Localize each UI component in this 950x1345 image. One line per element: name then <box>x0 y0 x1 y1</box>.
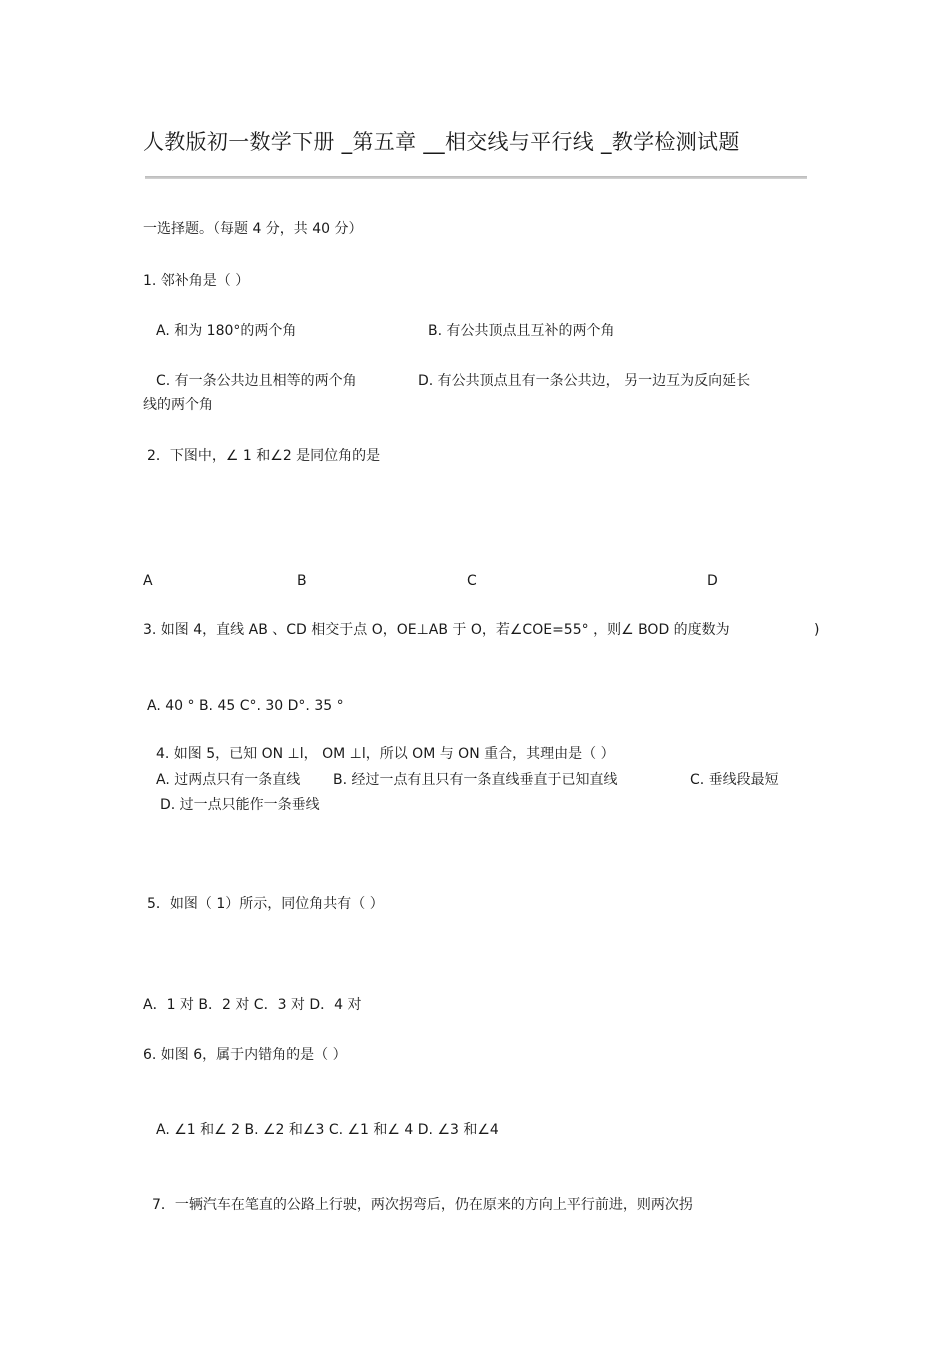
question-stem: 2．下图中，∠ 1 和∠2 是同位角的是 <box>147 448 381 464</box>
option-d: D. 过一点只能作一条垂线 <box>160 797 320 813</box>
option-a: A. 过两点只有一条直线 <box>156 772 301 788</box>
option-d-continued: 线的两个角 <box>143 397 213 413</box>
figure-label-b: B <box>297 573 307 589</box>
question-stem: 1. 邻补角是（ ） <box>143 273 250 289</box>
figure-label-c: C <box>467 573 477 589</box>
figure-label-d: D <box>707 573 718 589</box>
title-divider <box>145 176 807 179</box>
option-c: C. 垂线段最短 <box>690 772 779 788</box>
question-paren: ) <box>814 622 820 638</box>
option-b: B. 有公共顶点且互补的两个角 <box>428 323 615 339</box>
question-stem: 4. 如图 5，已知 ON ⊥l， OM ⊥l，所以 OM 与 ON 重合，其理由是（ ） <box>156 746 615 762</box>
answer-options: A. 40 ° B. 45 C°. 30 D°. 35 ° <box>147 698 344 714</box>
option-d: D. 有公共顶点且有一条公共边， 另一边互为反向延长 <box>418 373 751 389</box>
figure-label-a: A <box>143 573 153 589</box>
question-stem: 7．一辆汽车在笔直的公路上行驶，两次拐弯后，仍在原来的方向上平行前进，则两次拐 <box>152 1197 693 1213</box>
answer-options: A．1 对 B．2 对 C．3 对 D．4 对 <box>143 997 362 1013</box>
question-stem: 5．如图（ 1）所示，同位角共有（ ） <box>147 896 384 912</box>
option-a: A. 和为 180°的两个角 <box>156 323 297 339</box>
question-stem: 3. 如图 4，直线 AB 、CD 相交于点 O，OE⊥AB 于 O，若∠COE=55° ，则∠ BOD 的度数为 <box>143 622 730 638</box>
page-title: 人教版初一数学下册 _第五章 __相交线与平行线 _教学检测试题 <box>143 130 740 154</box>
question-stem: 6. 如图 6，属于内错角的是（ ） <box>143 1047 347 1063</box>
option-c: C. 有一条公共边且相等的两个角 <box>156 373 357 389</box>
section-heading: 一选择题。（每题 4 分，共 40 分） <box>143 221 363 237</box>
answer-options: A. ∠1 和∠ 2 B. ∠2 和∠3 C. ∠1 和∠ 4 D. ∠3 和∠4 <box>156 1122 499 1138</box>
option-b: B. 经过一点有且只有一条直线垂直于已知直线 <box>333 772 618 788</box>
